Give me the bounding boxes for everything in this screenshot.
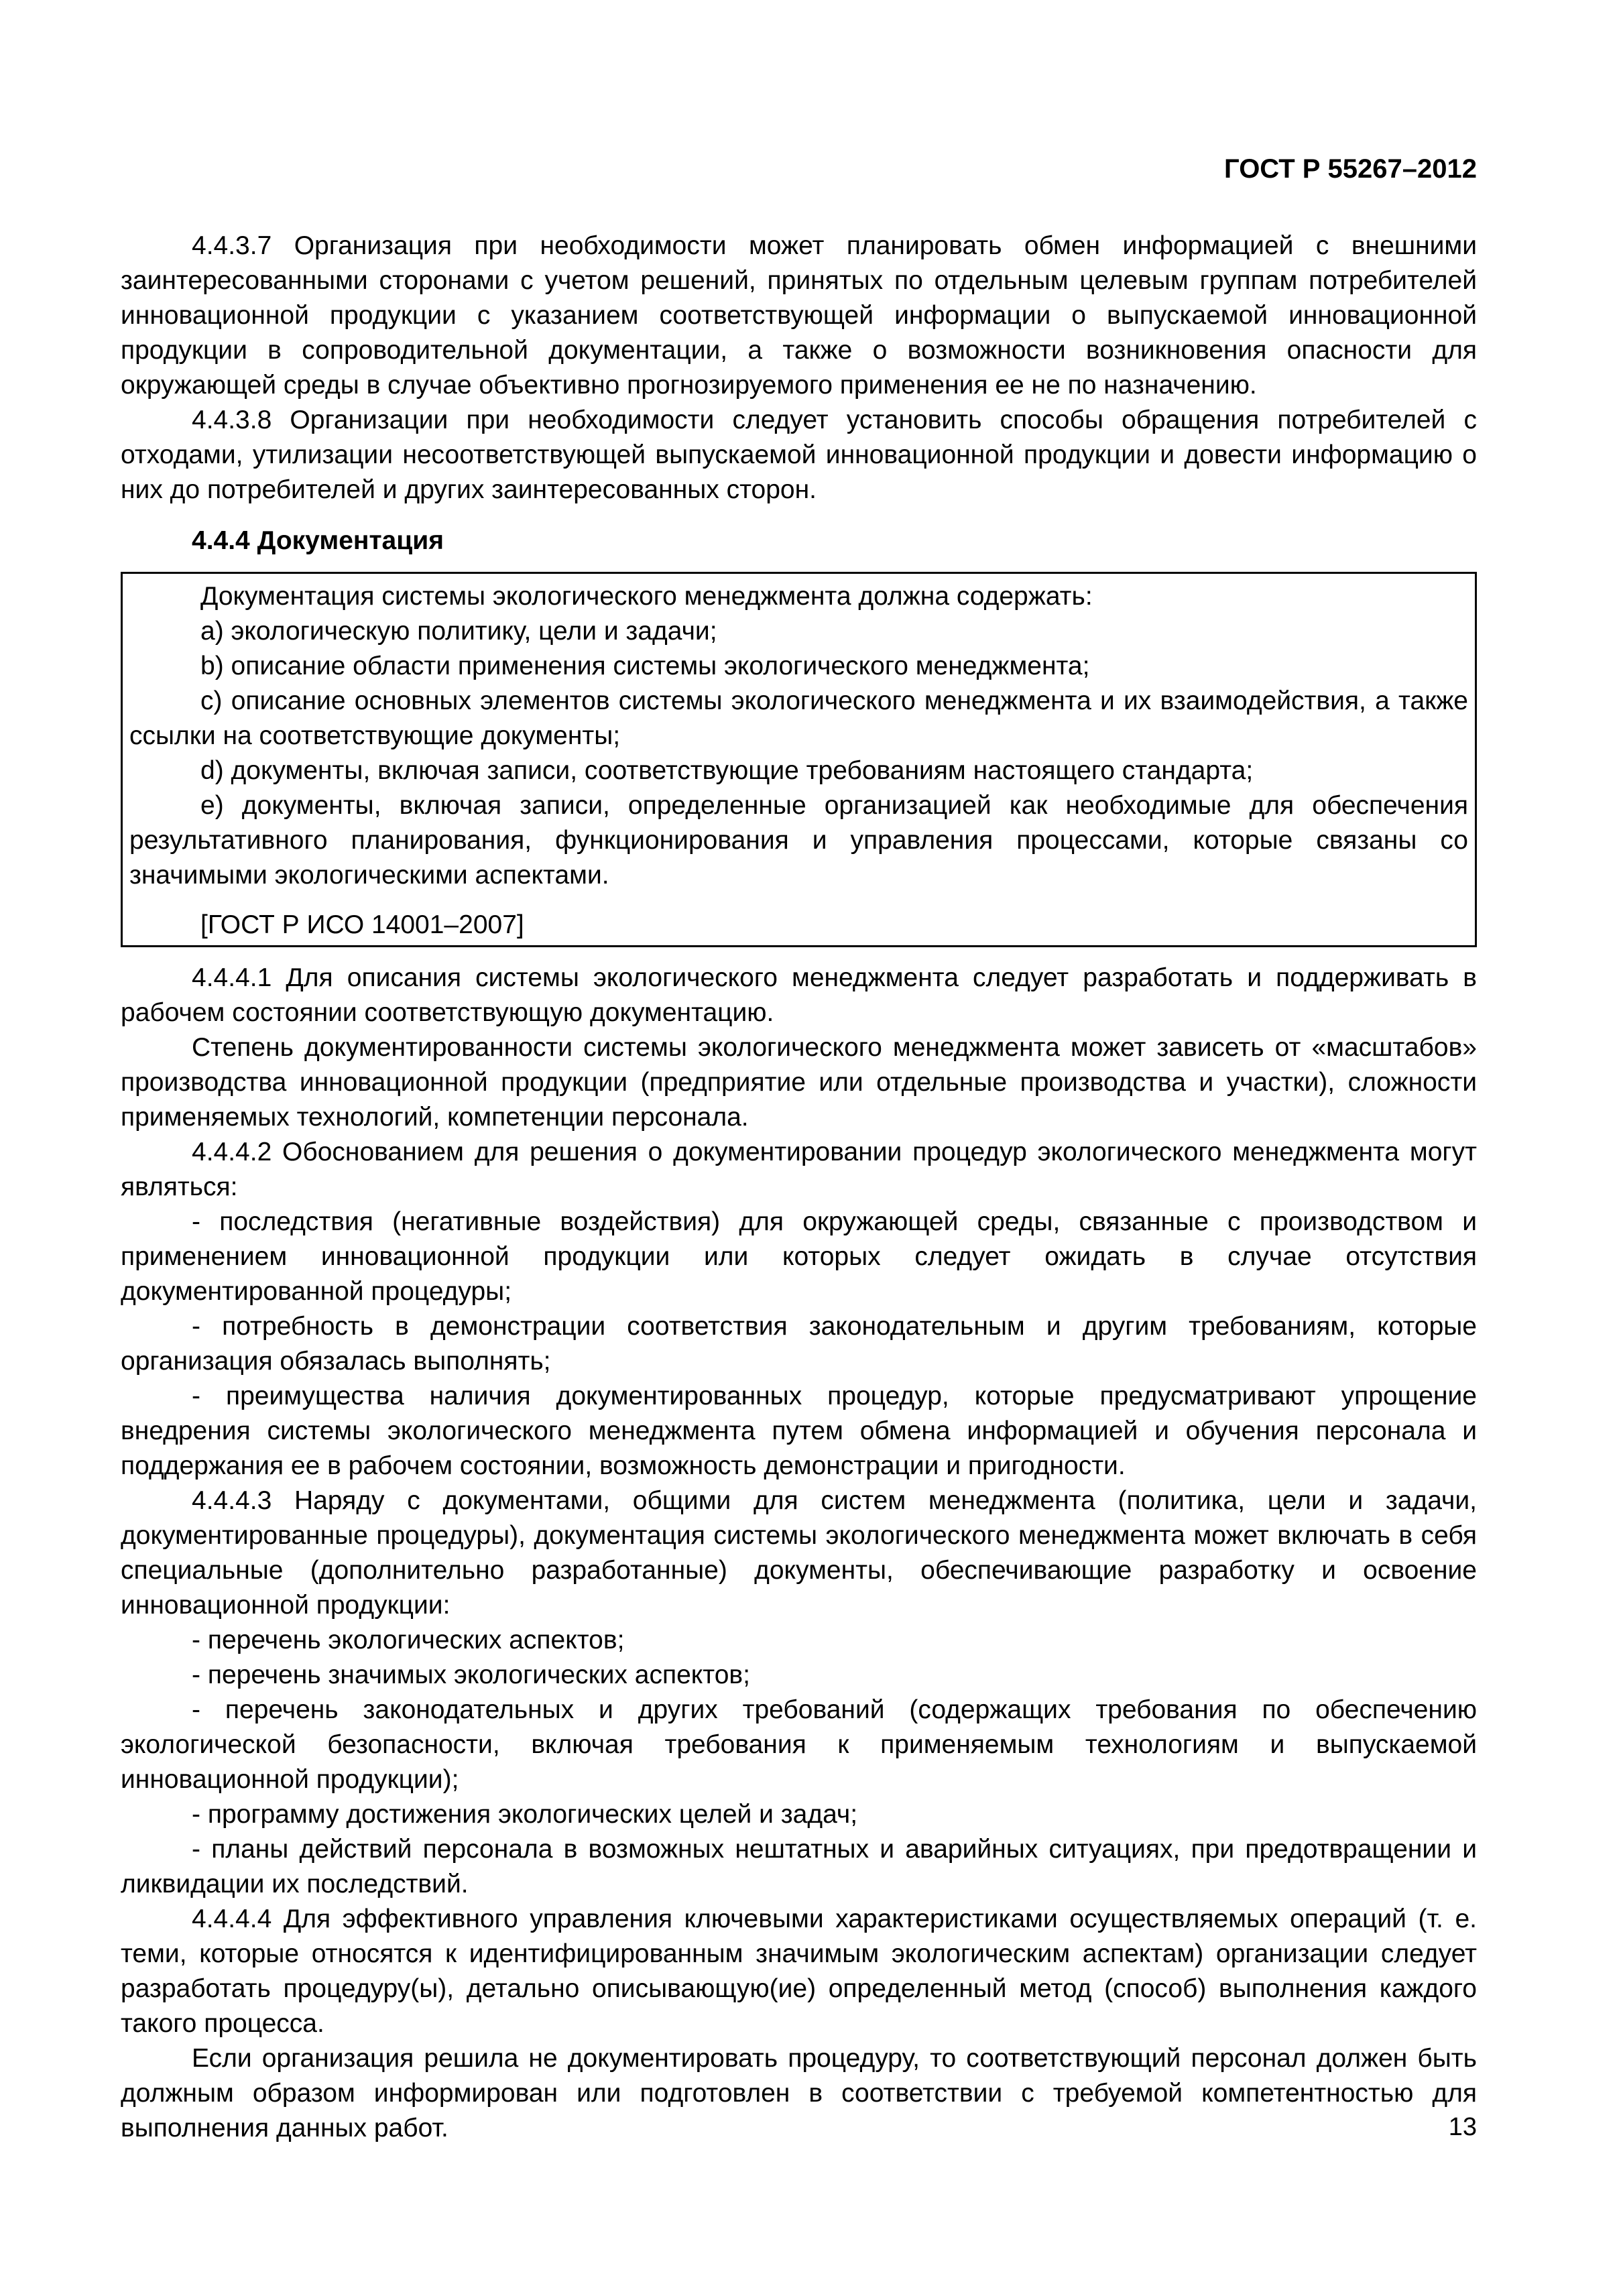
quoted-requirement-box xyxy=(121,572,1477,947)
page-number: 13 xyxy=(1448,2113,1477,2141)
list-item-requirements: - перечень законодательных и других требований (содержащих требования по обеспечению экологической безопасности, включая требования к применяемым технологиям и выпускаемой инновационной продукции); xyxy=(121,1695,1477,1794)
quote-item-a: a) экологическую политику, цели и задачи; xyxy=(200,617,717,646)
paragraph-4-4-4-1: 4.4.4.1 Для описания системы экологического менеджмента следует разработать и поддерживать в рабочем состоянии соответствующую документацию. xyxy=(121,963,1477,1027)
paragraph-4-4-4-3: 4.4.4.3 Наряду с документами, общими для систем менеджмента (политика, цели и задачи, документированные процедуры), документация системы экологического менеджмента может включать в себя специальные (дополнительно разработанные) документы, обеспечивающие разработку и освоение инновационной продукции: xyxy=(121,1486,1477,1620)
list-item-significant-aspects: - перечень значимых экологических аспектов; xyxy=(192,1660,750,1689)
quote-item-b: b) описание области применения системы экологического менеджмента; xyxy=(200,652,1090,680)
list-item-demonstration-need: - потребность в демонстрации соответствия законодательным и другим требованиям, которые организация обязалась выполнять; xyxy=(121,1312,1477,1376)
paragraph-documentation-degree: Степень документированности системы экологического менеджмента может зависеть от «масштабов» производства инновационной продукции (предприятие или отдельные производства и участки), сложности применяемых технологий, компетенции персонала. xyxy=(121,1033,1477,1132)
paragraph-4-4-4-2: 4.4.4.2 Обоснованием для решения о документировании процедур экологического менеджмента могут являться: xyxy=(121,1138,1477,1201)
standard-code-header: ГОСТ Р 55267–2012 xyxy=(1224,154,1477,184)
document-body xyxy=(121,229,1477,2146)
list-item-consequences: - последствия (негативные воздействия) для окружающей среды, связанные с производством и применением инновационной продукции или которых следует ожидать в случае отсутствия документированной процедуры; xyxy=(121,1207,1477,1306)
quote-intro: Документация системы экологического менеджмента должна содержать: xyxy=(200,582,1093,611)
section-heading: 4.4.4 Документация xyxy=(192,526,444,555)
list-item-program: - программу достижения экологических целей и задач; xyxy=(192,1800,858,1829)
list-item-advantages: - преимущества наличия документированных процедур, которые предусматривают упрощение внедрения системы экологического менеджмента путем обмена информацией и обучения персонала и поддержания ее в рабочем состоянии, возможность демонстрации и пригодности. xyxy=(121,1382,1477,1480)
quote-item-e: e) документы, включая записи, определенные организацией как необходимые для обеспечения результативного планирования, функционирования и управления процессами, которые связаны со значимыми экологическими аспектами. xyxy=(129,791,1468,890)
quote-item-c: c) описание основных элементов системы экологического менеджмента и их взаимодействия, а также ссылки на соответствующие документы; xyxy=(129,686,1468,750)
quote-reference: [ГОСТ Р ИСО 14001–2007] xyxy=(200,910,524,939)
list-item-aspects: - перечень экологических аспектов; xyxy=(192,1626,625,1654)
paragraph-4-4-4-4: 4.4.4.4 Для эффективного управления ключевыми характеристиками осуществляемых операций (т. е. теми, которые относятся к идентифицированным значимым экологическим аспектам) организации следует разработать процедуру(ы), детально описывающую(ие) определенный метод (способ) выполнения каждого такого процесса. xyxy=(121,1905,1477,2038)
quote-item-d: d) документы, включая записи, соответствующие требованиям настоящего стандарта; xyxy=(200,756,1254,785)
paragraph-4-4-3-8: 4.4.3.8 Организации при необходимости следует установить способы обращения потребителей с отходами, утилизации несоответствующей выпускаемой инновационной продукции и довести информацию о них до потребителей и других заинтересованных сторон. xyxy=(121,406,1477,504)
paragraph-undocumented-procedure: Если организация решила не документировать процедуру, то соответствующий персонал должен быть должным образом информирован или подготовлен в соответствии с требуемой компетентностью для выполнения данных работ. xyxy=(121,2044,1477,2142)
list-item-emergency-plans: - планы действий персонала в возможных нештатных и аварийных ситуациях, при предотвращении и ликвидации их последствий. xyxy=(121,1835,1477,1898)
paragraph-4-4-3-7: 4.4.3.7 Организация при необходимости может планировать обмен информацией с внешними заинтересованными сторонами с учетом решений, принятых по отдельным целевым группам потребителей инновационной продукции с указанием соответствующей информации о выпускаемой инновационной продукции в сопроводительной документации, а также о возможности возникновения опасности для окружающей среды в случае объективно прогнозируемого применения ее не по назначению. xyxy=(121,231,1477,400)
